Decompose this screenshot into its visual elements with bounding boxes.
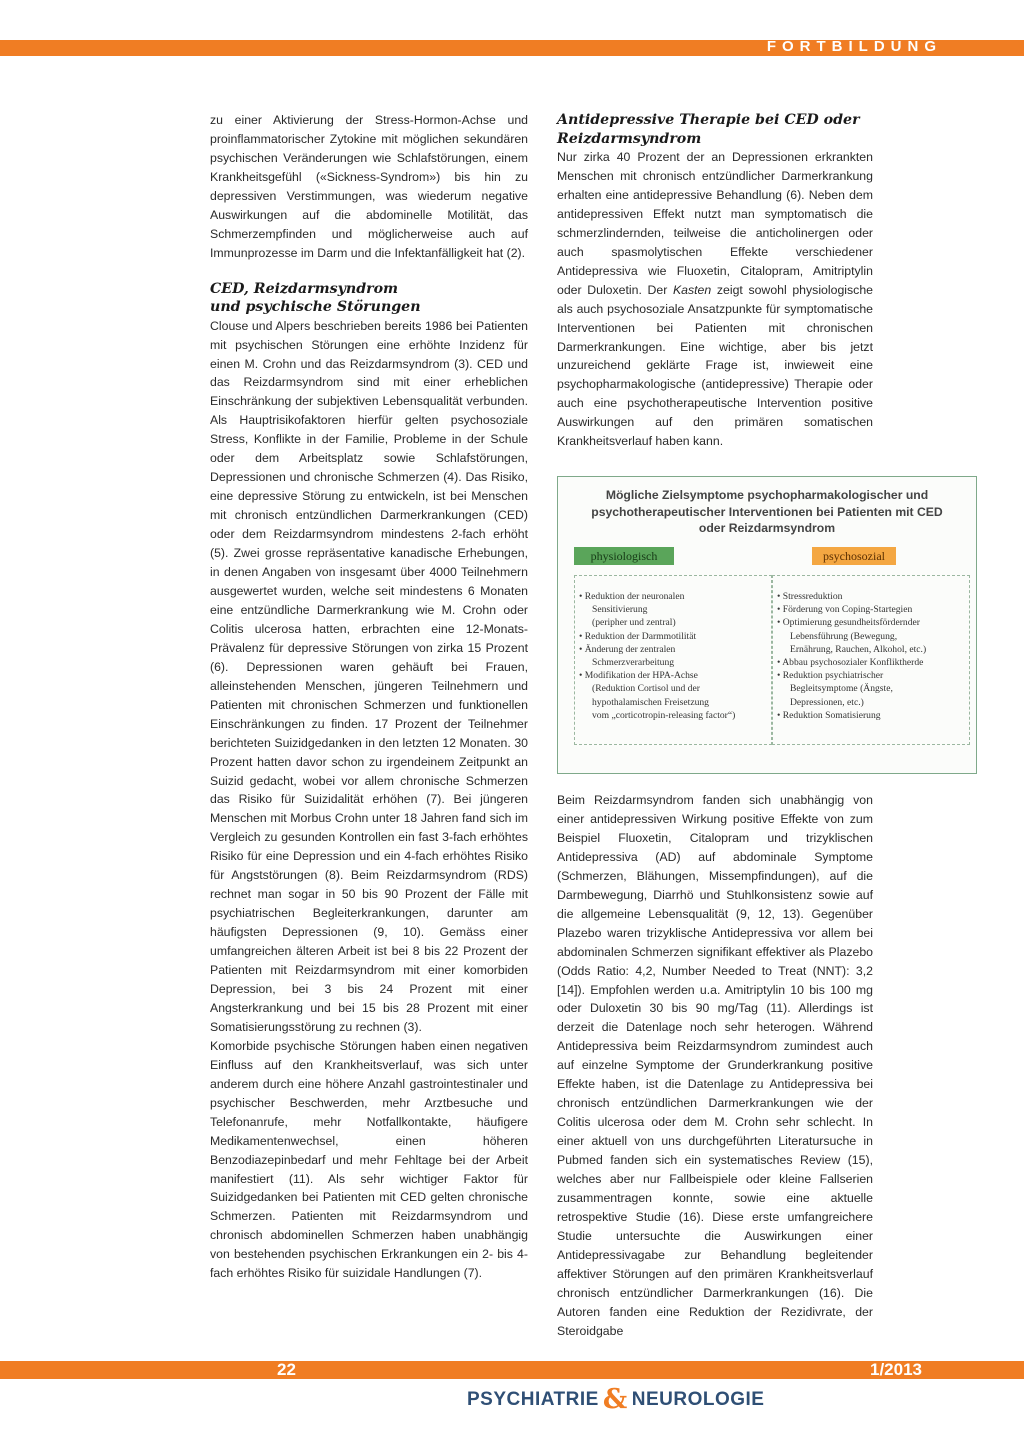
heading-therapy-line1: Antidepressive Therapie bei CED oder	[557, 112, 860, 128]
list-item: Schmerzverarbeitung	[592, 657, 675, 669]
tag-physiological: physiologisch	[574, 547, 674, 565]
journal-word-2: NEUROLOGIE	[631, 1389, 765, 1410]
list-item: Begleitsymptome (Ängste,	[790, 683, 893, 695]
paragraph-4-part-b: zeigt sowohl physiologische als auch psychosoziale Ansatzpunkte für symptomatische Interventionen bei Patienten mit chronischen Darmerkrankungen. Eine wichtige, aber bis jetzt unzureichend geklärte Frage ist, inwieweit eine psychopharmakologische (antidepressive) Therapie oder auch eine psychotherapeutische Intervention positive Auswirkungen auf den primären somatischen Krankheitsverlauf haben kann.	[557, 282, 874, 449]
info-box-title-line1: Mögliche Zielsymptome psychopharmakologischer und	[605, 488, 929, 502]
left-column	[210, 111, 528, 1283]
list-item: Depressionen, etc.)	[790, 696, 864, 708]
physiological-panel	[574, 575, 772, 745]
list-item: Sensitivierung	[592, 604, 648, 616]
right-column-lower	[557, 791, 873, 1341]
tag-psychosocial: psychosozial	[812, 547, 896, 565]
list-item: • Reduktion der Darmmotilität	[579, 630, 697, 642]
list-item: • Modifikation der HPA-Achse	[579, 670, 698, 682]
paragraph-5: Beim Reizdarmsyndrom fanden sich unabhängig von einer antidepressiven Wirkung positive Effekte von zum Beispiel Fluoxetin, Citalopram und trizyklischen Antidepressiva (AD) auf abdominale Symptome (Schmerzen, Blähungen, Missempfindungen), auf die Darmbewegung, Diarrhö und Stuhlkonsistenz sowie auf die allgemeine Lebensqualität (9, 12, 13). Gegenüber Plazebo waren trizyklische Antidepressiva vor allem bei abdominalen Schmerzen signifikant effektiver als Plazebo (Odds Ratio: 4,2, Number Needed to Treat (NNT): 3,2 [14]). Empfohlen werden u.a. Amitriptylin 10 bis 100 mg oder Duloxetin 30 bis 90 mg/Tag (11). Allerdings ist derzeit die Datenlage noch sehr heterogen. Während Antidepressiva beim Reizdarmsyndrom zumindest auch auf einzelne Symptome der Grunderkrankung positive Effekte haben, ist die Datenlage zu Antidepressiva bei chronisch entzündlichen Darmerkrankungen wie der Colitis ulcerosa oder dem M. Crohn sehr schlecht. In einer aktuell von uns durchgeführten Literatursuche in Pubmed fanden sich ein systematisches Review (15), welches aber nur Fallbeispiele oder kleine Fallserien zusammentragen konnte, sowie eine aktuelle retrospektive Studie (16). Diese erste umfangreichere Studie untersuchte die Auswirkungen einer Antidepressivagabe zur Behandlung begleitender affektiver Störungen auf den primären Krankheitsverlauf chronisch entzündlicher Darmerkrankungen (16). Die Autoren fanden eine Reduktion der Rezidivrate, der Steroidgabe	[557, 793, 873, 1338]
heading-ced-line2: und psychische Störungen	[210, 299, 421, 316]
paragraph-4-part-a: Nur zirka 40 Prozent der an Depressionen erkrankten Menschen mit chronisch entzündlicher Darmerkrankung erhalten eine antidepressive Behandlung (6). Neben dem antidepressiven Effekt nutzt man symptomatisch die schmerzlindernden, teilweise die anticholinergen oder auch spasmolytischen Effekte verschiedener Antidepressiva wie Fluoxetin, Citalopram, Amitriptylin oder Duloxetin. Der	[557, 150, 873, 297]
list-item: • Reduktion Somatisierung	[777, 709, 881, 721]
info-box	[557, 476, 977, 774]
journal-logo	[467, 1381, 764, 1413]
paragraph-1: zu einer Aktivierung der Stress-Hormon-Achse und proinflammatorischer Zytokine mit möglichen sekundären psychischen Veränderungen wie Schlafstörungen, einem Krankheitsgefühl («Sickness-Syndrom») bis hin zu depressiven Verstimmungen, was wiederum negative Auswirkungen auf die abdominelle Motilität, das Schmerzempfinden und möglicherweise auch auf Immunprozesse im Darm und die Infektanfälligkeit hat (2).	[210, 113, 528, 260]
list-item: • Förderung von Coping-Startegien	[777, 604, 913, 616]
list-item: Ernährung, Rauchen, Alkohol, etc.)	[790, 643, 927, 655]
list-item: (Reduktion Cortisol und der	[592, 683, 700, 695]
list-item: • Stressreduktion	[777, 591, 843, 602]
section-label: FORTBILDUNG	[766, 38, 942, 55]
list-item: • Änderung der zentralen	[579, 643, 676, 655]
heading-therapy	[557, 111, 873, 148]
paragraph-3: Komorbide psychische Störungen haben einen negativen Einfluss auf den Krankheitsverlauf, was sich unter anderem durch eine höhere Anzahl gastrointestinaler und psychischer Beschwerden, mehr Arztbesuche und Telefonanrufe, mehr Notfallkontakte, häufigere Medikamentenwechsel, einen höheren Benzodiazepinbedarf und mehr Fehltage bei der Arbeit manifestiert (11). Als sehr wichtiger Faktor für Suizidgedanken bei Patienten mit CED gelten chronische Schmerzen. Patienten mit Reizdarmsyndrom und chronisch abdominellen Schmerzen haben unabhängig von bestehenden psychischen Erkrankungen ein 2- bis 4-fach erhöhtes Risiko für suizidale Handlungen (7).	[210, 1038, 528, 1281]
issue-number: 1/2013	[870, 1360, 922, 1379]
list-item: • Optimierung gesundheitsfördernder	[777, 617, 920, 629]
list-item: vom „corticotropin-releasing factor“)	[592, 709, 736, 721]
list-item: Lebensführung (Bewegung,	[790, 630, 898, 642]
paragraph-2: Clouse und Alpers beschrieben bereits 1986 bei Patienten mit psychischen Störungen eine erhöhte Inzidenz für einen M. Crohn und das Reizdarmsyndrom (3). CED und das Reizdarmsyndrom sind mit einer erheblichen Einschränkung der subjektiven Lebensqualität verbunden. Als Hauptrisikofaktoren hierfür gelten psychosoziale Stress, Konflikte in der Familie, Probleme in der Schule oder dem Arbeitsplatz sowie Schlafstörungen, Depressionen und chronische Schmerzen (4). Das Risiko, eine depressive Störung zu entwickeln, ist bei Menschen mit chronisch entzündlichen Darmerkrankungen (CED) oder dem Reizdarmsyndrom mindestens 2-fach erhöht (5). Zwei grosse repräsentative kanadische Erhebungen, in denen Angaben von insgesamt über 4000 Teilnehmern ausgewertet wurden, welche seit mindestens 6 Monaten eine entzündliche Darmerkrankung wie M. Crohn oder Colitis ulcerosa hatten, erbrachten eine 12-Monats-Prävalenz für depressive Störungen von zirka 15 Prozent (6). Depressionen waren gehäuft bei Frauen, alleinstehenden Menschen, jüngeren Teilnehmern und Patienten mit chronischen Schmerzen und funktionellen Einschränkungen zu finden. 17 Prozent der Teilnehmer berichteten Suizidgedanken in den letzten 12 Monaten. 30 Prozent hatten davor schon zu irgendeinem Zeitpunkt an Suizid gedacht, wobei vor allem chronische Schmerzen das Risiko für Suizidalität erhöhen (7). Bei jüngeren Menschen mit Morbus Crohn unter 18 Jahren fand sich im Vergleich zu gesunden Kontrollen ein fast 3-fach erhöhtes Risiko für eine Depression und ein 4-fach erhöhtes Risiko für Angststörungen (8). Beim Reizdarmsyndrom (RDS) rechnet man sogar in 50 bis 90 Prozent der Fälle mit psychiatrischen Begleiterkrankungen, darunter am häufigsten Depressionen (9, 10). Gemäss einer umfangreichen älteren Arbeit ist bei 8 bis 22 Prozent der Patienten mit Reizdarmsyndrom mit einer komorbiden Depression, bei 3 bis 24 Prozent mit einer Angsterkrankung und bei 15 bis 28 Prozent mit einer Somatisierungsstörung zu rechnen (3).	[210, 318, 528, 1034]
paragraph-4	[557, 148, 873, 451]
list-item: • Reduktion der neuronalen	[579, 591, 685, 602]
heading-ced	[210, 280, 528, 317]
page-number: 22	[277, 1360, 296, 1379]
kasten-reference: Kasten	[672, 282, 712, 297]
psychosocial-panel	[772, 575, 970, 745]
right-column	[557, 111, 873, 451]
list-item: (peripher und zentral)	[592, 617, 676, 629]
info-box-title-line2: psychotherapeutischer Interventionen bei Patienten mit CED	[591, 504, 943, 519]
header-bar	[0, 40, 1024, 56]
info-box-title-line3: oder Reizdarmsyndrom	[698, 521, 836, 535]
heading-ced-line1: CED, Reizdarmsyndrom	[210, 280, 399, 297]
footer-bar	[0, 1361, 1024, 1379]
journal-word-1: PSYCHIATRIE	[467, 1389, 599, 1410]
list-item: • Abbau psychosozialer Konfliktherde	[777, 657, 924, 669]
journal-ampersand: &	[602, 1384, 628, 1415]
list-item: hypothalamischen Freisetzung	[592, 696, 709, 708]
heading-therapy-line2: Reizdarmsyndrom	[557, 130, 702, 147]
list-item: • Reduktion psychiatrischer	[777, 670, 884, 682]
info-box-title	[558, 487, 976, 537]
